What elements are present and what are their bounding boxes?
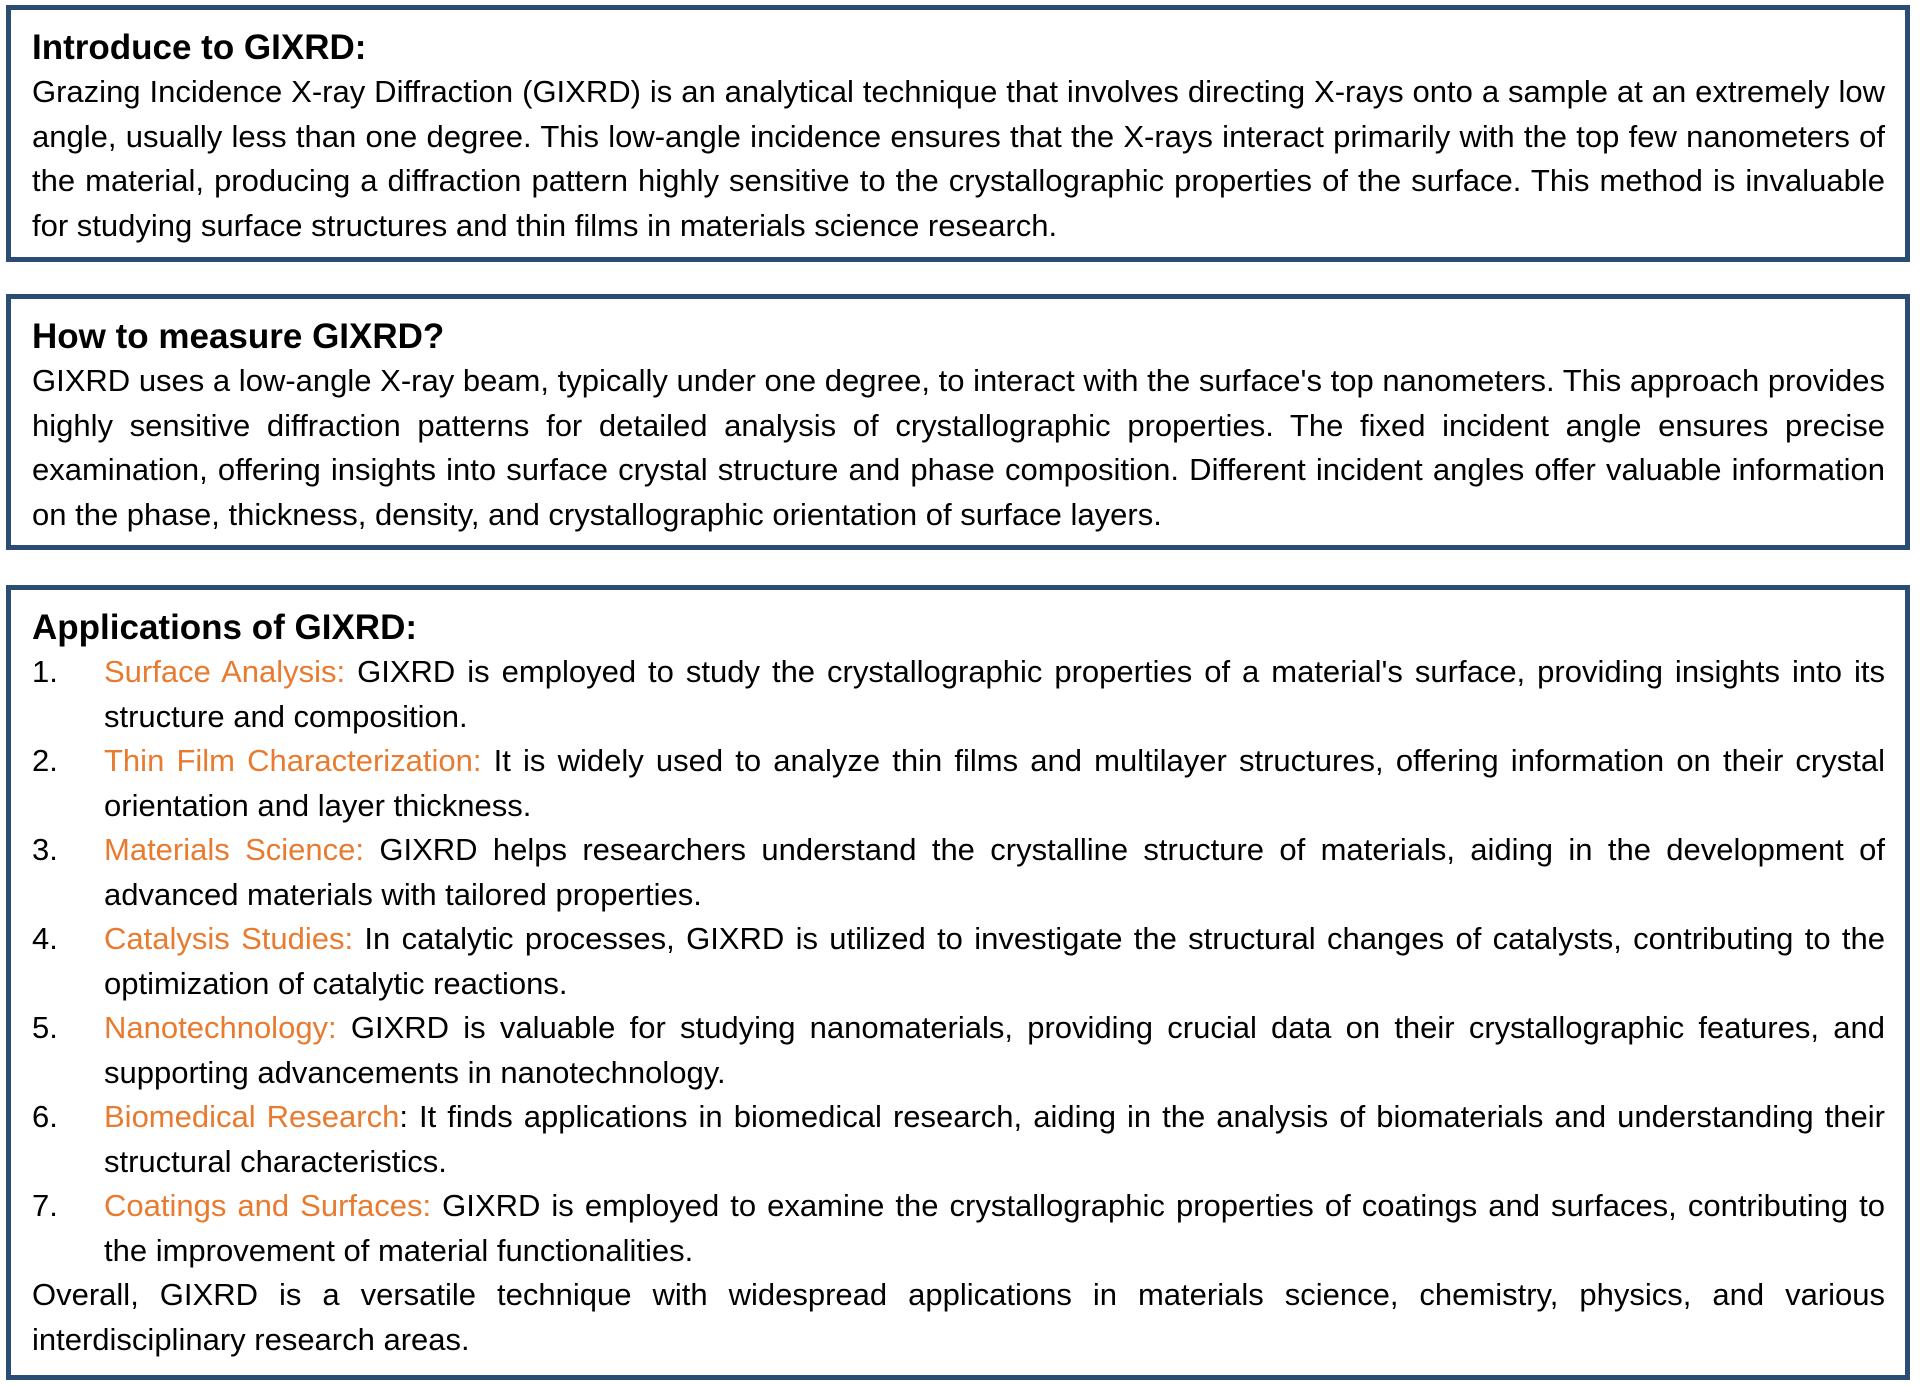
list-item <box>32 739 1885 828</box>
list-item <box>32 1184 1885 1273</box>
applications-list <box>32 650 1885 1273</box>
list-item <box>32 828 1885 917</box>
item-number: 7. <box>32 1188 58 1223</box>
list-item <box>32 1095 1885 1184</box>
item-number: 1. <box>32 654 58 689</box>
intro-title: Introduce to GIXRD: <box>32 28 367 67</box>
applications-title: Applications of GIXRD: <box>32 608 417 647</box>
item-term: Nanotechnology: <box>104 1010 337 1045</box>
item-text: GIXRD is valuable for studying nanomaterials, providing crucial data on their crystallographic features, and supporting advancements in nanotechnology. <box>104 1010 1885 1090</box>
intro-text: Grazing Incidence X-ray Diffraction (GIXRD) is an analytical technique that involves directing X-rays onto a sample at an extremely low angle, usually less than one degree. This low-angle incidence ensures that the X-rays interact primarily with the top few nanometers of the material, producing a diffraction pattern highly sensitive to the crystallographic properties of the surface. This method is invaluable for studying surface structures and thin films in materials science research. <box>32 74 1885 243</box>
item-term: Coatings and Surfaces: <box>104 1188 432 1223</box>
item-text: In catalytic processes, GIXRD is utilized to investigate the structural changes of catalysts, contributing to the optimization of catalytic reactions. <box>104 921 1885 1001</box>
item-number: 5. <box>32 1010 58 1045</box>
item-text: GIXRD helps researchers understand the crystalline structure of materials, aiding in the development of advanced materials with tailored properties. <box>104 832 1885 912</box>
list-item <box>32 917 1885 1006</box>
item-number: 2. <box>32 743 58 778</box>
item-text: : It finds applications in biomedical research, aiding in the analysis of biomaterials and understanding their structural characteristics. <box>104 1099 1885 1179</box>
item-term: Materials Science: <box>104 832 365 867</box>
item-number: 6. <box>32 1099 58 1134</box>
item-term: Catalysis Studies: <box>104 921 354 956</box>
applications-summary: Overall, GIXRD is a versatile technique with widespread applications in materials science, chemistry, physics, and various interdisciplinary research areas. <box>32 1277 1885 1357</box>
measure-title: How to measure GIXRD? <box>32 317 445 356</box>
item-term: Thin Film Characterization: <box>104 743 482 778</box>
item-term: Biomedical Research <box>104 1099 400 1134</box>
item-text: GIXRD is employed to study the crystallographic properties of a material's surface, providing insights into its structure and composition. <box>104 654 1885 734</box>
measure-text: GIXRD uses a low-angle X-ray beam, typically under one degree, to interact with the surface's top nanometers. This approach provides highly sensitive diffraction patterns for detailed analysis of crystallographic properties. The fixed incident angle ensures precise examination, offering insights into surface crystal structure and phase composition. Different incident angles offer valuable information on the phase, thickness, density, and crystallographic orientation of surface layers. <box>32 363 1885 532</box>
intro-section <box>6 5 1910 262</box>
applications-section <box>6 585 1910 1380</box>
item-text: GIXRD is employed to examine the crystallographic properties of coatings and surfaces, contributing to the improvement of material functionalities. <box>104 1188 1886 1268</box>
item-text: It is widely used to analyze thin films and multilayer structures, offering information on their crystal orientation and layer thickness. <box>104 743 1885 823</box>
item-term: Surface Analysis: <box>104 654 346 689</box>
item-number: 4. <box>32 921 58 956</box>
list-item <box>32 1006 1885 1095</box>
measure-section <box>6 294 1910 550</box>
list-item <box>32 650 1885 739</box>
item-number: 3. <box>32 832 58 867</box>
